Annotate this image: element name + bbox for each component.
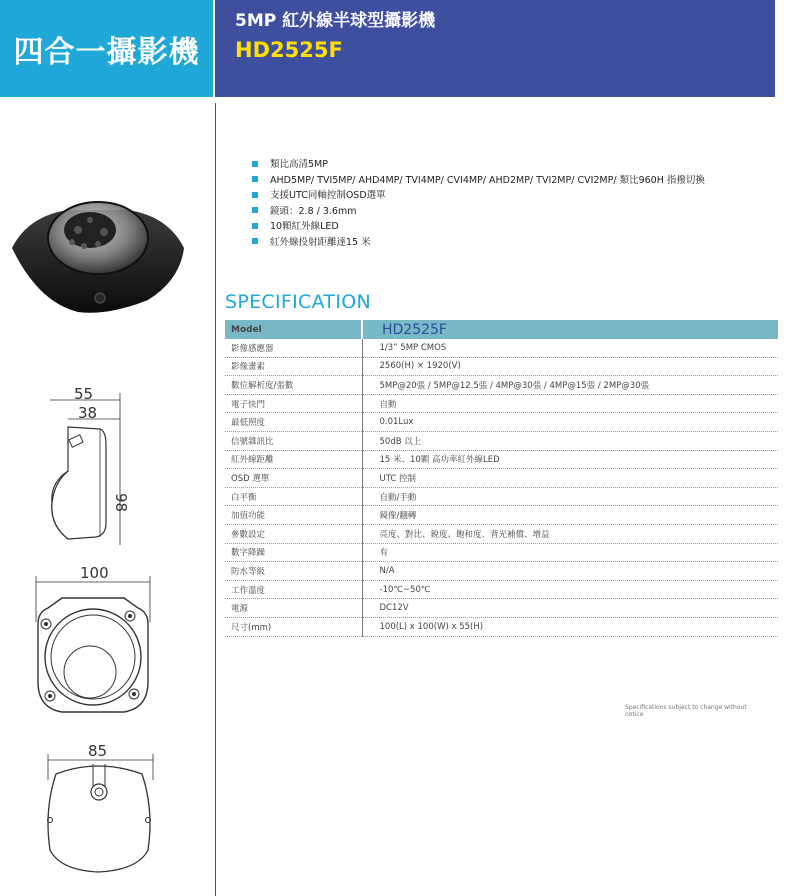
bullet-icon: [252, 238, 258, 244]
bottom-view-drawing: [38, 740, 163, 880]
bullet-icon: [252, 161, 258, 167]
side-view-drawing: [40, 385, 130, 550]
table-row: 電子快門 自動: [225, 394, 778, 413]
table-row: 數字降躁 有: [225, 543, 778, 562]
feature-item: 支援UTC同軸控制OSD選單: [252, 188, 705, 204]
dim-bottom-width: 85: [88, 742, 108, 760]
bullet-icon: [252, 176, 258, 182]
table-row: 參數設定 亮度、對比、銳度、飽和度、背光補償、增益: [225, 524, 778, 543]
feature-list: [252, 157, 705, 250]
feature-item: 10顆紅外線LED: [252, 219, 705, 235]
table-row: 數位解析度/張數 5MP@20張 / 5MP@12.5張 / 4MP@30張 / 4MP@15張 / 2MP@30張: [225, 376, 778, 395]
table-row: 工作溫度 -10℃~50℃: [225, 580, 778, 599]
feature-item: 紅外線投射距離達15 米: [252, 235, 705, 251]
spec-table: [225, 320, 778, 637]
front-view-drawing: [28, 562, 158, 724]
table-row: 影像感應器 1/3” 5MP CMOS: [225, 339, 778, 357]
table-row: 紅外線距離 15 米、10顆 高功率紅外線LED: [225, 450, 778, 469]
bullet-icon: [252, 223, 258, 229]
bullet-icon: [252, 207, 258, 213]
spec-header-row: [225, 320, 778, 339]
category-banner: [0, 0, 213, 97]
product-model: HD2525F: [235, 38, 343, 62]
spec-col-model: HD2525F: [362, 320, 778, 339]
table-row: 電源 DC12V: [225, 599, 778, 618]
dim-side-depth: 98: [112, 493, 130, 513]
feature-item: 鏡頭：2.8 / 3.6mm: [252, 204, 705, 220]
spec-disclaimer: Specifications subject to change without notice: [625, 704, 747, 718]
table-row: 信號雜訊比 50dB 以上: [225, 431, 778, 450]
table-row: OSD 選單 UTC 控制: [225, 469, 778, 488]
vertical-divider: [215, 103, 216, 896]
table-row: 白平衡 自動/手動: [225, 487, 778, 506]
bullet-icon: [252, 192, 258, 198]
feature-item: 類比高清5MP: [252, 157, 705, 173]
dim-side-height: 55: [74, 385, 94, 403]
spec-heading: SPECIFICATION: [225, 291, 371, 313]
title-banner: [215, 0, 775, 97]
table-row: 最低照度 0.01Lux: [225, 413, 778, 432]
dim-side-inner: 38: [78, 404, 98, 422]
category-title: 四合一攝影機: [13, 34, 200, 70]
table-row: 尺寸(mm) 100(L) x 100(W) x 55(H): [225, 617, 778, 636]
table-row: 加值功能 鏡像/翻轉: [225, 506, 778, 525]
feature-item: AHD5MP/ TVI5MP/ AHD4MP/ TVI4MP/ CVI4MP/ AHD2MP/ TVI2MP/ CVI2MP/ 類比960H 指撥切換: [252, 173, 705, 189]
dim-front-width: 100: [80, 564, 109, 582]
table-row: 防水等級 N/A: [225, 562, 778, 581]
spec-col-label: Model: [225, 320, 362, 339]
table-row: 影像畫素 2560(H) × 1920(V): [225, 357, 778, 376]
product-title: 5MP 紅外線半球型攝影機: [235, 11, 436, 31]
product-photo: [8, 190, 188, 320]
